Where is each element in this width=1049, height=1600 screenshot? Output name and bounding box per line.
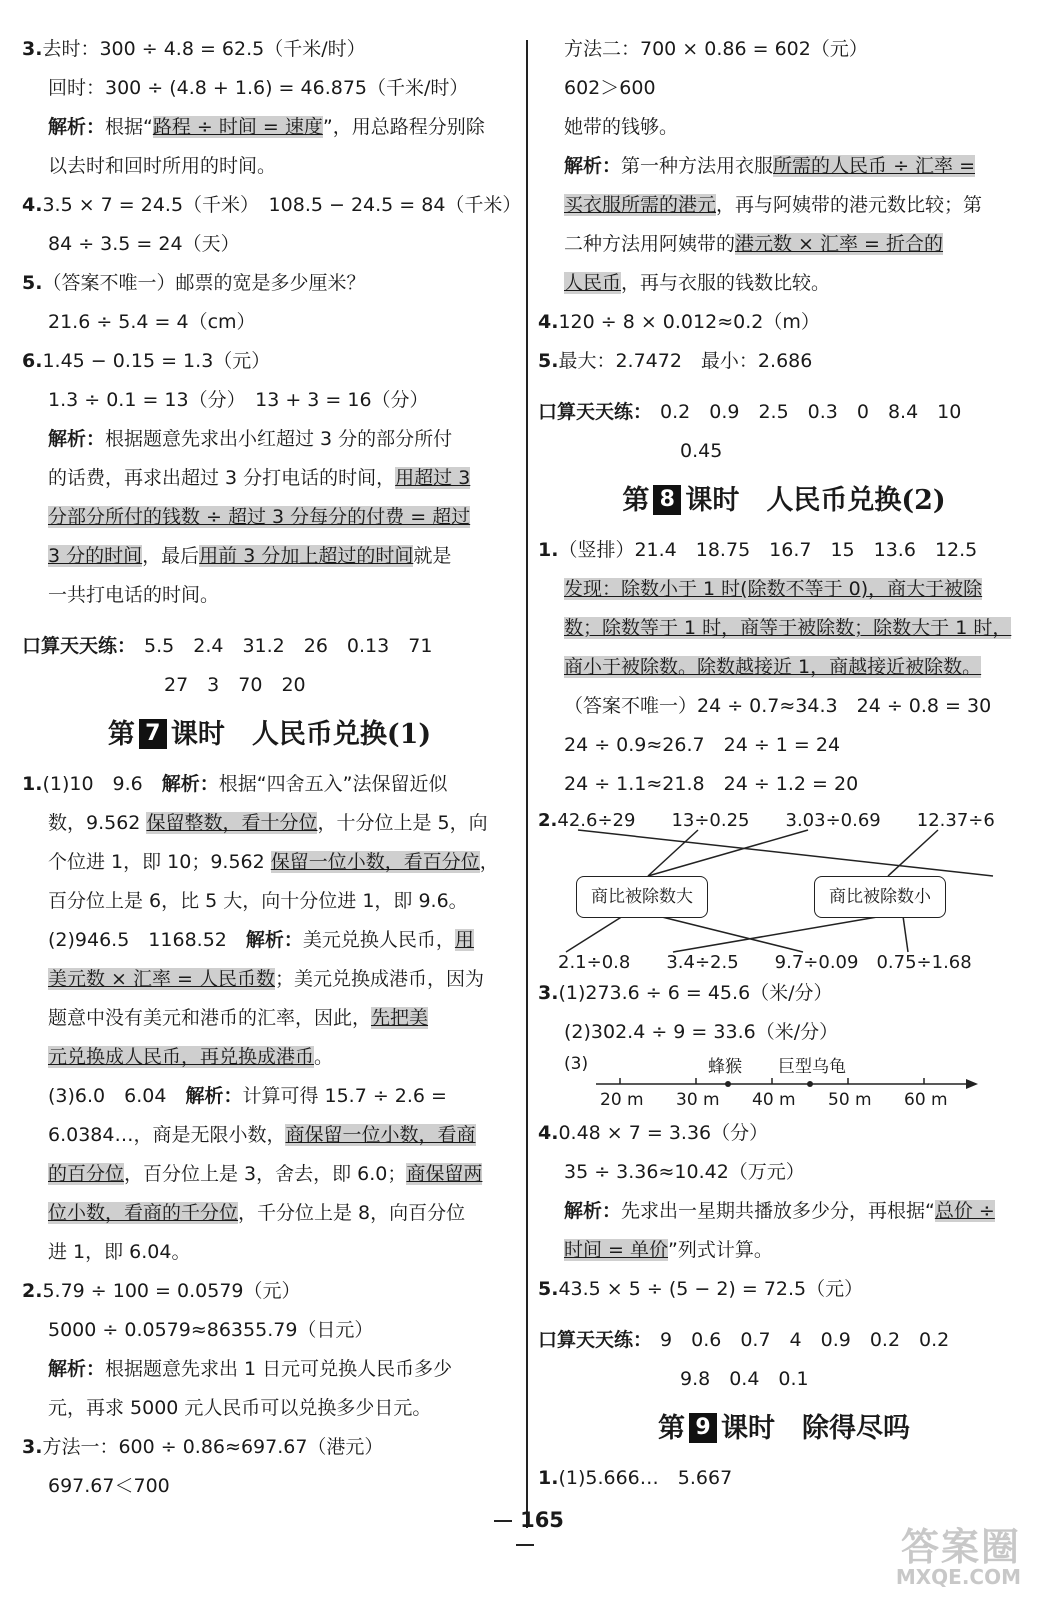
oral-practice-2: 口算天天练： 0.2 0.9 2.5 0.3 0 8.4 10 [538,401,962,423]
s9-q1: 1.(1)5.666… 5.667 [538,1467,733,1489]
s8-q2-bottom-row: 2.1÷0.8 3.4÷2.5 9.7÷0.09 0.75÷1.68 [558,952,972,973]
left-column [22,30,522,1506]
q3-analysis: 解析：根据“路程 ÷ 时间 = 速度”，用总路程分别除 [48,116,485,138]
method-analysis-4: 人民币，再与衣服的钱数比较。 [564,272,831,294]
s8-q5: 5.43.5 × 5 ÷ (5 − 2) = 72.5（元） [538,1278,864,1300]
s7-q1-line4: 百分位上是 6，比 5 大，向十分位进 1，即 9.6。 [48,890,468,912]
q6-line2: 1.3 ÷ 0.1 = 13（分） 13 + 3 = 16（分） [48,389,429,411]
column-divider [526,40,528,1528]
method-analysis: 解析：第一种方法用衣服所需的人民币 ÷ 汇率 = [564,155,975,177]
method2-line: 方法二：700 × 0.86 = 602（元） [564,38,868,60]
r-q5: 5.最大：2.7472 最小：2.686 [538,350,813,372]
q4-line1: 4.3.5 × 7 = 24.5（千米） 108.5 − 24.5 = 84（千米） [22,194,522,216]
section-9-heading: 第 9 课时 除得尽吗 [658,1413,910,1444]
section-7-heading: 第 7 课时 人民币兑换(1) [107,719,432,750]
s8-q1-line6: 24 ÷ 0.9≈26.7 24 ÷ 1 = 24 [564,734,841,756]
method-analysis-2: 买衣服所需的港元，再与阿姨带的港元数比较；第 [564,194,983,216]
s8-q4-line2: 35 ÷ 3.36≈10.42（万元） [564,1161,805,1183]
oral-practice-1: 口算天天练： 5.5 2.4 31.2 26 0.13 71 [22,635,433,657]
s8-q2-top-row: 2.42.6÷29 13÷0.25 3.03÷0.69 12.37÷6 [538,810,995,831]
s7-q1-line13: 进 1，即 6.04。 [48,1241,191,1263]
label-slow-loris: 蜂猴 [708,1057,742,1077]
oral-practice-2-cont: 0.45 [680,440,723,462]
arrow-right-icon [966,1079,978,1089]
match-line [673,916,883,952]
s7-q1-line6: 美元数 × 汇率 = 人民币数；美元兑换成港币，因为 [48,968,485,990]
q3-line2: 回时：300 ÷ (4.8 + 1.6) = 46.875（千米/时） [48,77,469,99]
method2-conclusion: 她带的钱够。 [564,116,679,138]
s7-q1-line12: 位小数，看商的千分位，千分位上是 8，向百分位 [48,1202,466,1224]
s7-q1-line2: 数，9.562 保留整数，看十分位，十分位上是 5，向 [48,812,488,834]
q6-analysis-5: 一共打电话的时间。 [48,584,220,606]
q3-analysis-cont: 以去时和回时所用的时间。 [48,155,277,177]
s8-q1-finding-3: 商小于被除数。除数越接近 1，商越接近被除数。 [564,656,982,678]
point-slow-loris [725,1081,731,1087]
s7-q3-line1: 3.方法一：600 ÷ 0.86≈697.67（港元） [22,1436,384,1458]
s7-q1-line11: 的百分位，百分位上是 3，舍去，即 6.0；商保留两 [48,1163,483,1185]
s7-q1-line8: 元兑换成人民币，再兑换成港币。 [48,1046,334,1068]
s7-q1-line7: 题意中没有美元和港币的汇率，因此，先把美 [48,1007,429,1029]
tick-label: 20 m [600,1090,644,1110]
tick-label: 40 m [752,1090,796,1110]
s7-q3-line2: 697.67＜700 [48,1475,170,1497]
match-line [566,916,623,952]
label-giant-tortoise: 巨型乌龟 [778,1057,846,1077]
s7-q1-line1: 1.(1)10 9.6 解析：根据“四舍五入”法保留近似 [22,773,448,795]
s8-q1-finding-2: 数；除数等于 1 时，商等于被除数；除数大于 1 时， [564,617,1012,639]
page-number: 165 [470,1508,580,1556]
tick-label: 50 m [828,1090,872,1110]
s8-q3-line2: (2)302.4 ÷ 9 = 33.6（米/分） [564,1021,839,1043]
watermark-logo [871,1516,1021,1589]
s8-q1-finding-1: 发现：除数小于 1 时(除数不等于 0)，商大于被除 [564,578,983,600]
q5-line2: 21.6 ÷ 5.4 = 4（cm） [48,311,256,333]
watermark-url: MXQE.COM [895,1565,1021,1589]
method2-compare: 602＞600 [564,77,656,99]
q3-line1: 3.去时：300 ÷ 4.8 = 62.5（千米/时） [22,38,366,60]
number-line [538,1052,1030,1114]
tick-label: 60 m [904,1090,948,1110]
s7-q1-line9: (3)6.0 6.04 解析：计算可得 15.7 ÷ 2.6 = [48,1085,447,1107]
s8-q4-analysis: 解析：先求出一星期共播放多少分，再根据“总价 ÷ [564,1200,995,1222]
s8-q3-part3-label: (3) [564,1054,589,1074]
s7-q2-line1: 2.5.79 ÷ 100 = 0.0579（元） [22,1280,301,1302]
q6-line1: 6.1.45 − 0.15 = 1.3（元） [22,350,271,372]
right-column [538,30,1030,1498]
section-8-heading: 第 8 课时 人民币兑换(2) [622,485,946,516]
q6-analysis-2: 的话费，再求出超过 3 分打电话的时间，用超过 3 [48,467,471,489]
q6-analysis-3: 分部分所付的钱数 ÷ 超过 3 分每分的付费 = 超过 [48,506,471,528]
q6-analysis-4: 3 分的时间，最后用前 3 分加上超过的时间就是 [48,545,452,567]
s8-q1-line1: 1.（竖排）21.4 18.75 16.7 15 13.6 12.5 [538,539,978,561]
r-q4: 4.120 ÷ 8 × 0.012≈0.2（m） [538,311,820,333]
s8-q1-line5: （答案不唯一）24 ÷ 0.7≈34.3 24 ÷ 0.8 = 30 [564,695,992,717]
oral-practice-3: 口算天天练： 9 0.6 0.7 4 0.9 0.2 0.2 [538,1329,950,1351]
s7-q2-line2: 5000 ÷ 0.0579≈86355.79（日元） [48,1319,374,1341]
point-giant-tortoise [807,1081,813,1087]
s8-q4-analysis-2: 时间 = 单价”列式计算。 [564,1239,773,1261]
s7-q2-analysis: 解析：根据题意先求出 1 日元可兑换人民币多少 [48,1358,453,1380]
s8-q3-line1: 3.(1)273.6 ÷ 6 = 45.6（米/分） [538,982,833,1004]
s7-q1-line3: 个位进 1，即 10；9.562 保留一位小数，看百分位， [48,851,499,873]
s7-q2-analysis-2: 元，再求 5000 元人民币可以兑换多少日元。 [48,1397,432,1419]
s7-q1-line10: 6.0384…，商是无限小数，商保留一位小数，看商 [48,1124,476,1146]
watermark-text: 答案圈 [900,1525,1021,1569]
match-line [903,916,908,952]
oral-practice-1-cont: 27 3 70 20 [164,674,306,696]
q5-line1: 5.（答案不唯一）邮票的宽是多少厘米？ [22,272,366,294]
box-quotient-larger: 商比被除数大 [576,876,708,918]
q6-analysis: 解析：根据题意先求出小红超过 3 分的部分所付 [48,428,453,450]
s8-q1-line7: 24 ÷ 1.1≈21.8 24 ÷ 1.2 = 20 [564,773,859,795]
s8-q4-line1: 4.0.48 × 7 = 3.36（分） [538,1122,769,1144]
box-quotient-smaller: 商比被除数小 [814,876,946,918]
tick-label: 30 m [676,1090,720,1110]
s7-q1-line5: (2)946.5 1168.52 解析：美元兑换人民币，用 [48,929,474,951]
s8-q2-matching-diagram [538,804,1030,974]
q4-line2: 84 ÷ 3.5 = 24（天） [48,233,240,255]
oral-practice-3-cont: 9.8 0.4 0.1 [680,1368,809,1390]
method-analysis-3: 二种方法用阿姨带的港元数 × 汇率 = 折合的 [564,233,944,255]
